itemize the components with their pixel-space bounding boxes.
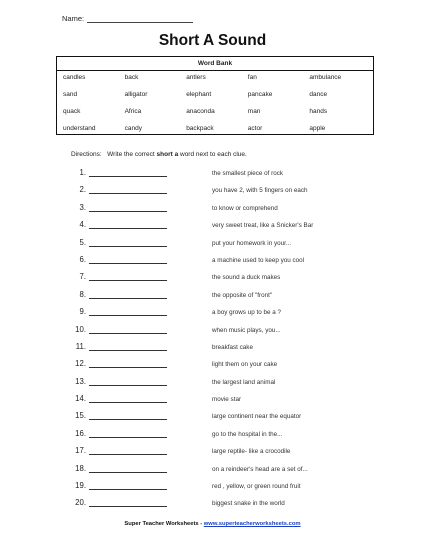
question-row [72,463,372,480]
answer-line[interactable] [89,211,167,212]
name-answer-line[interactable] [87,14,193,23]
answer-line[interactable] [89,280,167,281]
word-bank-word: quack [63,108,81,115]
answer-line[interactable] [89,402,167,403]
directions-bold-term: short a [156,151,179,158]
directions [71,151,247,158]
question-number: 18. [75,463,86,473]
question-clue: large continent near the equator [212,413,302,421]
word-bank-row [63,125,371,142]
question-row [72,341,372,358]
question-clue: red , yellow, or green round fruit [212,483,301,491]
question-row [72,237,372,254]
word-bank-word: alligator [124,91,148,98]
directions-text-before: Write the correct [107,151,155,158]
answer-line[interactable] [89,367,167,368]
question-clue: to know or comprehend [212,204,278,212]
directions-text-after: word next to each clue. [180,151,247,158]
question-number: 10. [75,324,86,334]
question-number: 1. [79,168,86,177]
answer-line[interactable] [89,228,167,229]
question-clue: large reptile- like a crocodile [212,448,291,456]
answer-line[interactable] [89,298,167,299]
question-number: 16. [75,428,86,438]
answer-line[interactable] [89,419,167,420]
question-clue: a machine used to keep you cool [212,256,305,264]
question-clue: the smallest piece of rock [212,170,284,177]
word-bank-word: apple [309,125,326,132]
question-clue: breakfast cake [212,343,253,351]
question-number: 7. [79,272,86,282]
question-row [72,324,372,341]
answer-line[interactable] [89,489,167,490]
word-bank-word: sand [63,91,78,98]
answer-line[interactable] [89,263,167,264]
question-row [72,410,372,427]
worksheet-title: Short A Sound [158,32,267,49]
question-clue: the opposite of "front" [212,291,273,299]
word-bank-word: Africa [124,108,142,115]
question-number: 3. [79,202,86,212]
word-bank-word: man [247,108,261,115]
question-list [72,167,372,515]
answer-line[interactable] [89,385,167,386]
question-number: 19. [75,481,86,491]
question-number: 17. [75,446,86,456]
question-row [72,306,372,323]
word-bank-word: backpack [186,125,214,132]
answer-line[interactable] [89,454,167,455]
question-row [72,271,372,288]
word-bank-word: hands [309,108,328,115]
answer-line[interactable] [89,506,167,507]
question-clue: a boy grows up to be a ? [212,309,281,317]
question-row [72,184,372,201]
question-clue: go to the hospital in the... [212,430,283,438]
answer-line[interactable] [89,437,167,438]
question-number: 9. [79,307,86,317]
directions-label: Directions: [71,151,102,158]
word-bank-word: understand [63,125,96,132]
question-row [72,428,372,445]
question-row [72,445,372,462]
question-clue: movie star [212,396,242,404]
question-clue: you have 2, with 5 fingers on each [212,187,308,195]
question-number: 11. [75,341,86,351]
name-label: Name: [62,14,85,23]
word-bank-word: anaconda [186,108,215,115]
word-bank-box [56,56,374,135]
footer [0,521,425,527]
word-bank-row [63,108,371,125]
question-number: 12. [75,359,86,369]
question-row [72,289,372,306]
question-clue: the largest land animal [212,378,276,386]
question-number: 6. [79,254,86,264]
name-field-row [62,14,193,23]
footer-brand: Super Teacher Worksheets [124,521,199,527]
word-bank-word: back [124,74,139,81]
question-row [72,480,372,497]
question-row [72,393,372,410]
word-bank-row [63,74,371,91]
word-bank-word: actor [247,125,263,132]
word-bank-word: dance [309,91,328,98]
answer-line[interactable] [89,472,167,473]
word-bank-row [63,91,371,108]
word-bank-word: pancake [247,91,273,98]
question-row [72,358,372,375]
answer-line[interactable] [89,246,167,247]
question-number: 15. [75,411,86,421]
answer-line[interactable] [89,315,167,316]
question-number: 4. [79,220,86,230]
question-row [72,376,372,393]
question-row [72,167,372,184]
question-clue: very sweet treat, like a Snicker's Bar [212,222,314,230]
question-row [72,254,372,271]
answer-line[interactable] [89,350,167,351]
question-number: 13. [75,376,86,386]
word-bank-word: candy [124,125,142,132]
question-clue: when music plays, you... [212,326,281,334]
word-bank-word: antlers [186,74,206,81]
question-number: 8. [79,289,86,299]
question-row [72,202,372,219]
question-number: 14. [75,394,86,404]
word-bank-divider [57,70,373,71]
question-row [72,497,372,514]
question-row [72,219,372,236]
footer-url-link[interactable]: www.superteacherworksheets.com [203,521,301,527]
word-bank-word: fan [247,74,257,81]
question-clue: put your homework in your... [212,239,292,247]
word-bank-word: ambulance [309,74,342,81]
question-clue: biggest snake in the world [212,500,285,508]
footer-separator: - [198,521,204,527]
word-bank-word: elephant [186,91,212,98]
question-clue: the sound a duck makes [212,274,281,282]
question-number: 5. [79,237,86,247]
question-number: 20. [75,498,86,508]
question-clue: light them on your cake [212,361,278,369]
answer-line[interactable] [89,333,167,334]
answer-line[interactable] [89,176,167,177]
question-number: 2. [79,185,86,195]
word-bank-word: candles [63,74,86,81]
answer-line[interactable] [89,193,167,194]
word-bank-grid [63,74,371,142]
question-clue: on a reindeer's head are a set of... [212,465,308,473]
word-bank-title: Word Bank [197,60,233,67]
